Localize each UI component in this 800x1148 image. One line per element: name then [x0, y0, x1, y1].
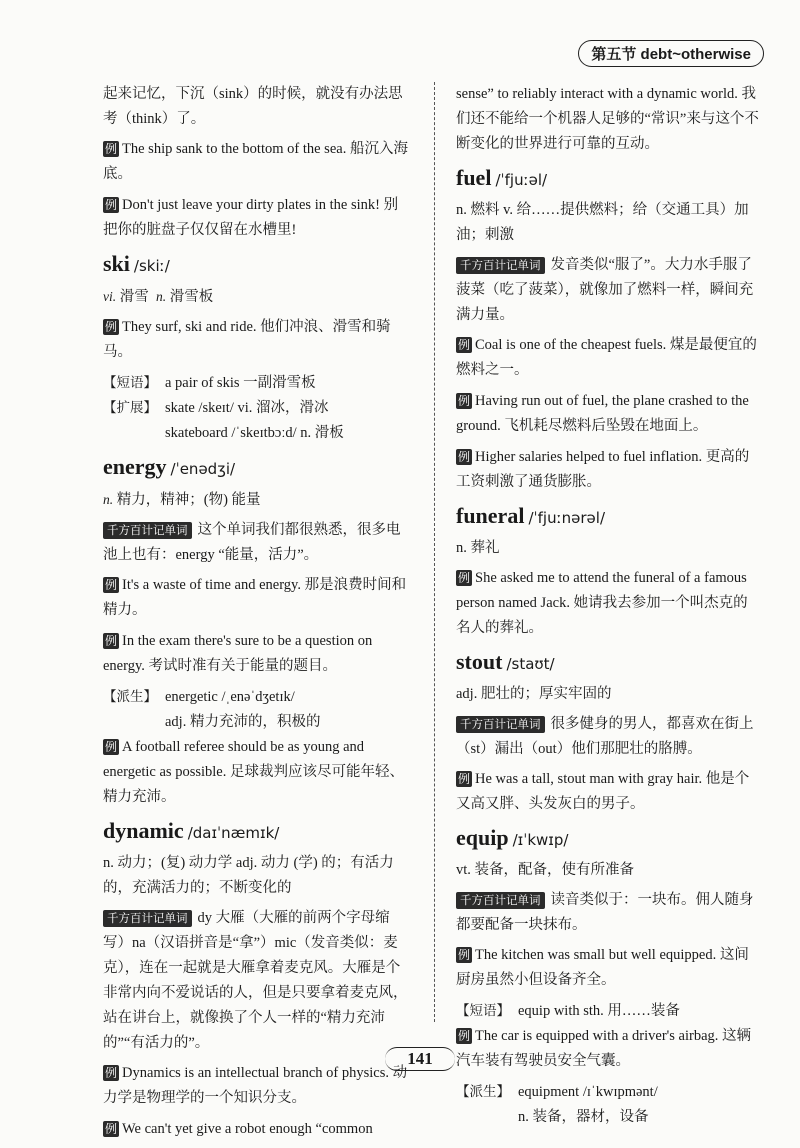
example-badge: 例: [458, 338, 471, 352]
example-badge: 例: [458, 450, 471, 464]
memo-text: 读音类似于：一块布。佣人随身都要配备一块抹布。: [456, 892, 754, 933]
example-badge: 例: [105, 198, 118, 212]
right-column: [456, 82, 762, 1130]
memo: [103, 906, 409, 1056]
example-text: They surf, ski and ride. 他们冲浪、滑雪和骑马。: [103, 319, 391, 360]
example-badge: 例: [458, 1029, 471, 1043]
headword: [103, 452, 409, 485]
phonetic: /ɪˈkwɪp/: [512, 831, 569, 849]
example: [456, 767, 762, 817]
phonetic: /staʊt/: [506, 655, 555, 673]
example-text: The kitchen was small but well equipped. 这间厨房虽然小但设备齐全。: [456, 947, 749, 988]
memo-badge: 千方百计记单词: [456, 892, 545, 909]
example: [456, 566, 762, 641]
example-text: It's a waste of time and energy. 那是浪费时间和精力。: [103, 577, 407, 618]
memo: [456, 888, 762, 938]
pos: vi.: [103, 289, 117, 304]
example-badge: 例: [105, 740, 118, 754]
memo-badge: 千方百计记单词: [456, 257, 545, 274]
example: [103, 137, 409, 187]
example-badge: 例: [458, 948, 471, 962]
example: [103, 315, 409, 365]
continued-example: sense” to reliably interact with a dynamic world. 我们还不能给一个机器人足够的“常识”来与这个不断变化的世界进行可靠的互动。: [456, 86, 759, 152]
headword-funeral: funeral: [456, 503, 525, 528]
memo-badge: 千方百计记单词: [103, 910, 192, 927]
example-text: In the exam there's sure to be a question on energy. 考试时准有关于能量的题目。: [103, 633, 373, 674]
extend-text: skate /skeɪt/ vi. 溜冰，滑冰: [165, 400, 329, 416]
headword-ski: ski: [103, 251, 130, 276]
phrase-label: 【短语】: [103, 375, 157, 391]
extend-row: [103, 396, 409, 421]
memo-badge: 千方百计记单词: [456, 716, 545, 733]
memo-text: dy 大雁（大雁的前两个字母缩写）na（汉语拼音是“拿”）mic（发音类似：麦克），连在一起就是大雁拿着麦克风。大雁是个非常内向不爱说话的人，但是只要拿着麦克风，站在讲台上，就像换了个人一样的“精力充沛的”“有活力的”。: [103, 910, 408, 1051]
memo-text: 很多健身的男人，都喜欢在街上（st）漏出（out）他们那肥壮的胳膊。: [456, 716, 754, 757]
intro-text: 起来记忆，下沉（sink）的时候，就没有办法思考（think）了。: [103, 86, 403, 127]
example: [103, 1061, 409, 1111]
memo: [456, 253, 762, 328]
deriv-row: [103, 685, 409, 710]
example-badge: 例: [105, 1066, 118, 1080]
column-divider: [434, 82, 435, 1022]
deriv-text: equipment /ɪˈkwɪpmənt/: [518, 1084, 658, 1100]
phrase-row: [103, 371, 409, 396]
headword-dynamic: dynamic: [103, 818, 184, 843]
phrase-text: a pair of skis 一副滑雪板: [165, 375, 316, 391]
headword-energy: energy: [103, 454, 167, 479]
memo: [456, 712, 762, 762]
example: [456, 943, 762, 993]
example: [103, 1117, 409, 1142]
section-header: 第五节 debt~otherwise: [578, 40, 764, 67]
example-text: She asked me to attend the funeral of a famous person named Jack. 她请我去参加一个叫杰克的名人的葬礼。: [456, 570, 748, 636]
memo-text: 这个单词我们都很熟悉，很多电池上也有：energy “能量，活力”。: [103, 522, 401, 563]
phrase-text: equip with sth. 用……装备: [518, 1003, 680, 1019]
example-text: A football referee should be as young and energetic as possible. 足球裁判应该尽可能年轻、精力充沛。: [103, 739, 404, 805]
example: [456, 1024, 762, 1074]
example-text: The car is equipped with a driver's airbag. 这辆汽车装有驾驶员安全气囊。: [456, 1028, 752, 1069]
def: 精力，精神；(物) 能量: [116, 492, 261, 508]
pos: n.: [156, 289, 167, 304]
deriv-text: energetic /ˌenəˈdʒetɪk/: [165, 689, 295, 705]
example-badge: 例: [105, 578, 118, 592]
example-text: Don't just leave your dirty plates in the sink! 别把你的脏盘子仅仅留在水槽里!: [103, 197, 399, 238]
example-badge: 例: [105, 142, 118, 156]
example-text: Coal is one of the cheapest fuels. 煤是最便宜的燃料之一。: [456, 337, 757, 378]
phrase-label: 【短语】: [456, 1003, 510, 1019]
example-text: Dynamics is an intellectual branch of physics. 动力学是物理学的一个知识分支。: [103, 1065, 408, 1106]
headword: [103, 249, 409, 282]
deriv-row: [103, 710, 409, 735]
example-text: Higher salaries helped to fuel inflation. 更高的工资刺激了通货膨胀。: [456, 449, 750, 490]
spacer: [103, 710, 165, 735]
example: [103, 573, 409, 623]
headword-fuel: fuel: [456, 165, 492, 190]
example-text: The ship sank to the bottom of the sea. 船沉入海底。: [103, 141, 408, 182]
example: [103, 735, 409, 810]
def: 滑雪板: [169, 289, 214, 305]
example: [103, 629, 409, 679]
phonetic: /daɪˈnæmɪk/: [187, 824, 280, 842]
deriv-label: 【派生】: [456, 1084, 510, 1100]
example-text: He was a tall, stout man with gray hair. 他是个又高又胖、头发灰白的男子。: [456, 771, 750, 812]
memo-text: 发音类似“服了”。大力水手服了菠菜（吃了菠菜），就像加了燃料一样，瞬间充满力量。: [456, 257, 754, 323]
example-text: Having run out of fuel, the plane crashed to the ground. 飞机耗尽燃料后坠毁在地面上。: [456, 393, 749, 434]
phrase-row: [456, 999, 762, 1024]
example-badge: 例: [105, 1122, 118, 1136]
headword: [456, 163, 762, 196]
headword: [456, 501, 762, 534]
pos: n.: [103, 492, 114, 507]
spacer: [103, 421, 165, 446]
memo: [103, 518, 409, 568]
example: [456, 389, 762, 439]
example: [103, 193, 409, 243]
phonetic: /skiː/: [133, 257, 170, 275]
definition: [103, 487, 409, 513]
extend-row: [103, 421, 409, 446]
deriv-row: [456, 1080, 762, 1105]
headword-equip: equip: [456, 825, 509, 850]
extend-text: skateboard /ˈskeɪtbɔːd/ n. 滑板: [165, 425, 344, 441]
headword: [456, 647, 762, 680]
example-badge: 例: [458, 394, 471, 408]
def: 滑雪: [119, 289, 149, 305]
left-column: [103, 82, 409, 1148]
headword: [456, 823, 762, 856]
definition: vt. 装备，配备，使有所准备: [456, 862, 635, 878]
example-text: We can't yet give a robot enough “common: [122, 1121, 373, 1137]
definition: n. 燃料 v. 给……提供燃料；给（交通工具）加油；刺激: [456, 202, 749, 243]
phonetic: /ˈfjuːnərəl/: [528, 509, 605, 527]
deriv-text: adj. 精力充沛的，积极的: [165, 714, 321, 730]
definition: n. 动力；(复) 动力学 adj. 动力 (学) 的；有活力的，充满活力的；不断变化的: [103, 855, 394, 896]
example-badge: 例: [458, 571, 471, 585]
headword-stout: stout: [456, 649, 503, 674]
deriv-label: 【派生】: [103, 689, 157, 705]
phonetic: /ˈenədʒi/: [170, 460, 236, 478]
definition: n. 葬礼: [456, 540, 500, 556]
memo-badge: 千方百计记单词: [103, 522, 192, 539]
page-number: 141: [385, 1047, 455, 1071]
example: [456, 333, 762, 383]
extend-label: 【扩展】: [103, 400, 157, 416]
example: [456, 445, 762, 495]
phonetic: /ˈfjuːəl/: [495, 171, 548, 189]
example-badge: 例: [105, 320, 118, 334]
example-badge: 例: [105, 634, 118, 648]
deriv-row: [456, 1105, 762, 1130]
definition: adj. 肥壮的；厚实牢固的: [456, 686, 612, 702]
example-badge: 例: [458, 772, 471, 786]
definition: [103, 284, 409, 310]
spacer: [456, 1105, 518, 1130]
headword: [103, 816, 409, 849]
deriv-text: n. 装备，器材，设备: [518, 1109, 649, 1125]
